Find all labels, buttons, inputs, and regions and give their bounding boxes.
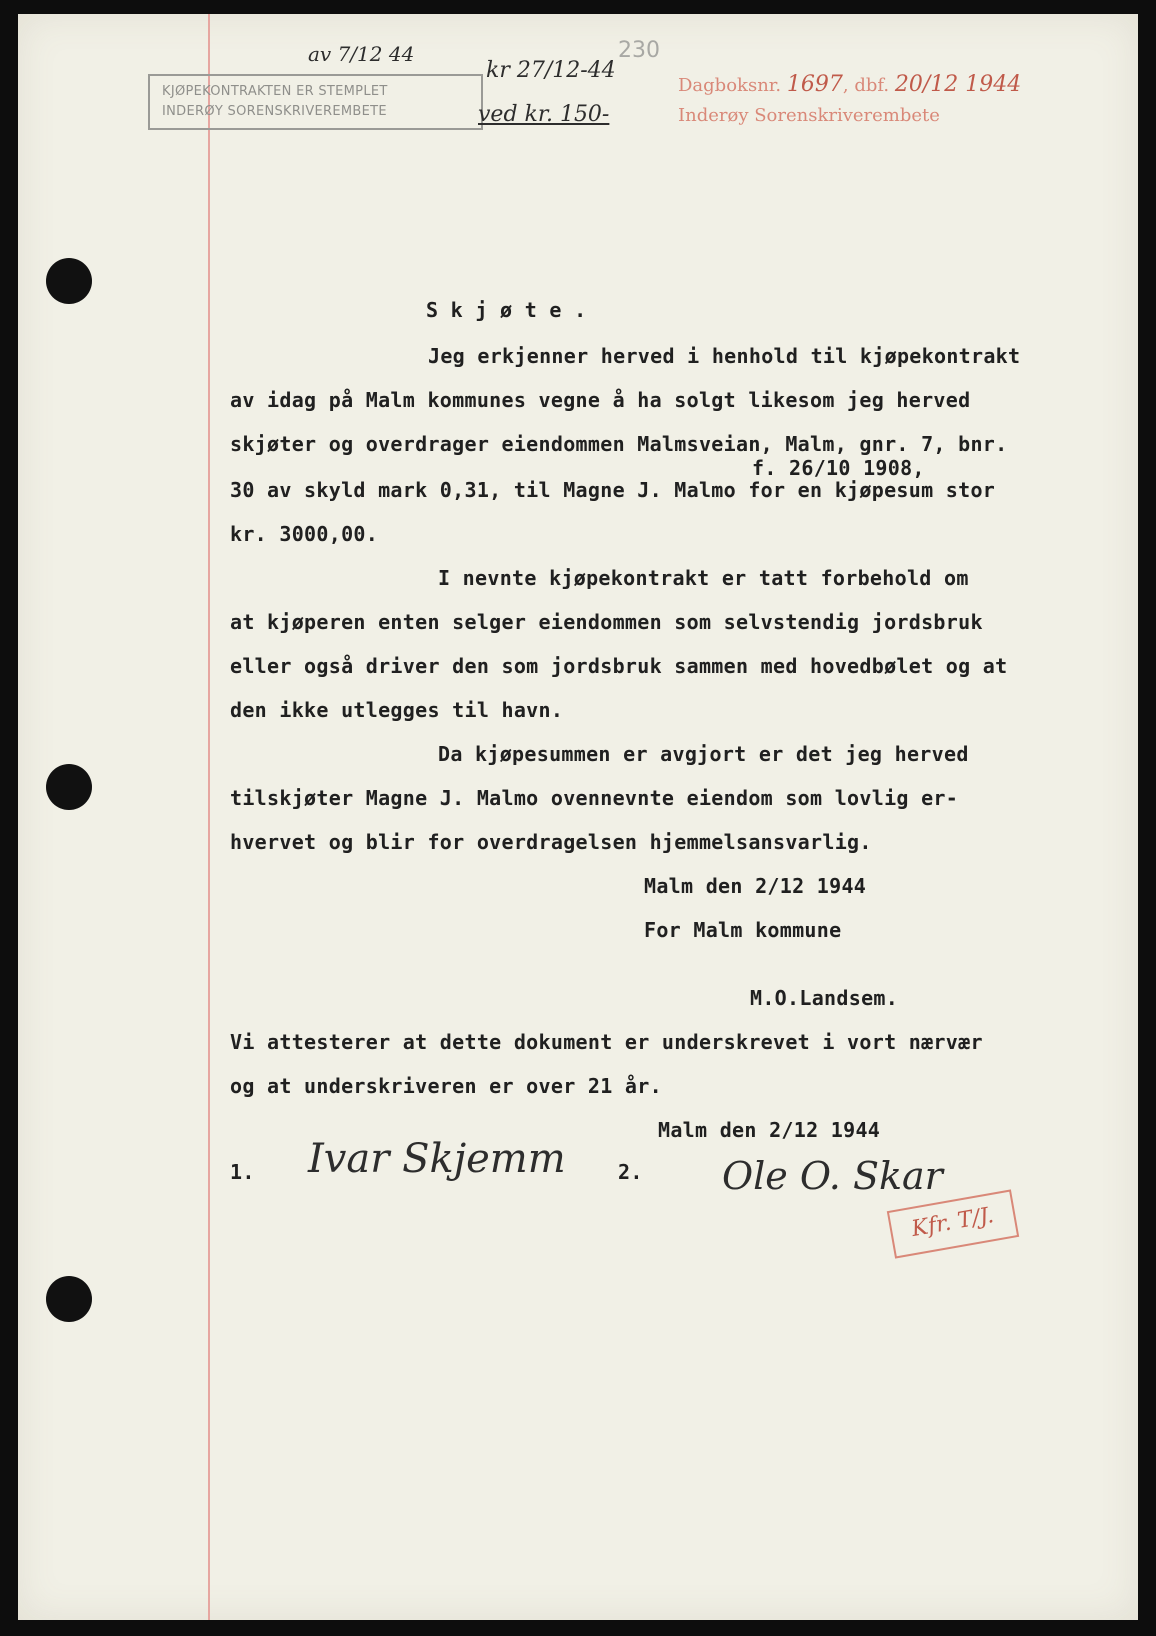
signatory-name: M.O.Landsem.	[750, 986, 899, 1010]
handwritten-fee-amount: ved kr. 150-	[478, 102, 610, 127]
attest-line1: Vi attesterer at dette dokument er underskrevet i vort nærvær	[230, 1030, 983, 1054]
interline-birthdate: f. 26/10 1908,	[752, 456, 925, 480]
handwritten-date: av 7/12 44	[308, 42, 415, 66]
kfr-stamp: Kfr. T/J.	[887, 1189, 1019, 1258]
dagbok-number: 1697	[786, 72, 843, 97]
witness1-signature: Ivar Skjemm	[308, 1136, 566, 1182]
dbf-date: 20/12 1944	[894, 72, 1022, 97]
attest-line2: og at underskriveren er over 21 år.	[230, 1074, 662, 1098]
stamp-line-1: KJØPEKONTRAKTEN ER STEMPLET	[162, 84, 388, 99]
para1-line1: Jeg erkjenner herved i henhold til kjøpekontrakt	[428, 344, 1021, 368]
punch-hole-middle	[46, 764, 92, 810]
para2-line3: eller også driver den som jordsbruk sammen med hovedbølet og at	[230, 654, 1008, 678]
stamp-line-2: INDERØY SORENSKRIVEREMBETE	[162, 104, 387, 119]
witness2-signature: Ole O. Skar	[722, 1154, 943, 1198]
page-number: 230	[618, 38, 660, 63]
document-title: S k j ø t e .	[426, 298, 587, 322]
para2-line4: den ikke utlegges til havn.	[230, 698, 564, 722]
contract-stamp	[148, 74, 483, 130]
for-municipality: For Malm kommune	[644, 918, 842, 942]
para1-line5: kr. 3000,00.	[230, 522, 379, 546]
dagbok-label: Dagboksnr.	[678, 75, 782, 96]
para1-line3: skjøter og overdrager eiendommen Malmsveian, Malm, gnr. 7, bnr.	[230, 432, 1008, 456]
para3-line2: tilskjøter Magne J. Malmo ovennevnte eiendom som lovlig er-	[230, 786, 959, 810]
para2-line1: I nevnte kjøpekontrakt er tatt forbehold om	[438, 566, 969, 590]
dbf-label: , dbf.	[842, 75, 890, 96]
para1-line4: 30 av skyld mark 0,31, til Magne J. Malmo for en kjøpesum stor	[230, 478, 996, 502]
para1-line2: av idag på Malm kommunes vegne å ha solgt likesom jeg herved	[230, 388, 971, 412]
para3-line1: Da kjøpesummen er avgjort er det jeg herved	[438, 742, 969, 766]
para2-line2: at kjøperen enten selger eiendommen som selvstendig jordsbruk	[230, 610, 983, 634]
place-date-2: Malm den 2/12 1944	[658, 1118, 881, 1142]
handwritten-fee-date: kr 27/12-44	[486, 58, 616, 83]
margin-rule	[208, 14, 210, 1620]
registry-stamp	[678, 70, 1021, 131]
punch-hole-top	[46, 258, 92, 304]
witness1-label: 1.	[230, 1160, 255, 1184]
office-name: Inderøy Sorenskriverembete	[678, 105, 940, 126]
place-date: Malm den 2/12 1944	[644, 874, 867, 898]
document-page	[18, 14, 1138, 1620]
para3-line3: hvervet og blir for overdragelsen hjemmelsansvarlig.	[230, 830, 872, 854]
punch-hole-bottom	[46, 1276, 92, 1322]
witness2-label: 2.	[618, 1160, 643, 1184]
